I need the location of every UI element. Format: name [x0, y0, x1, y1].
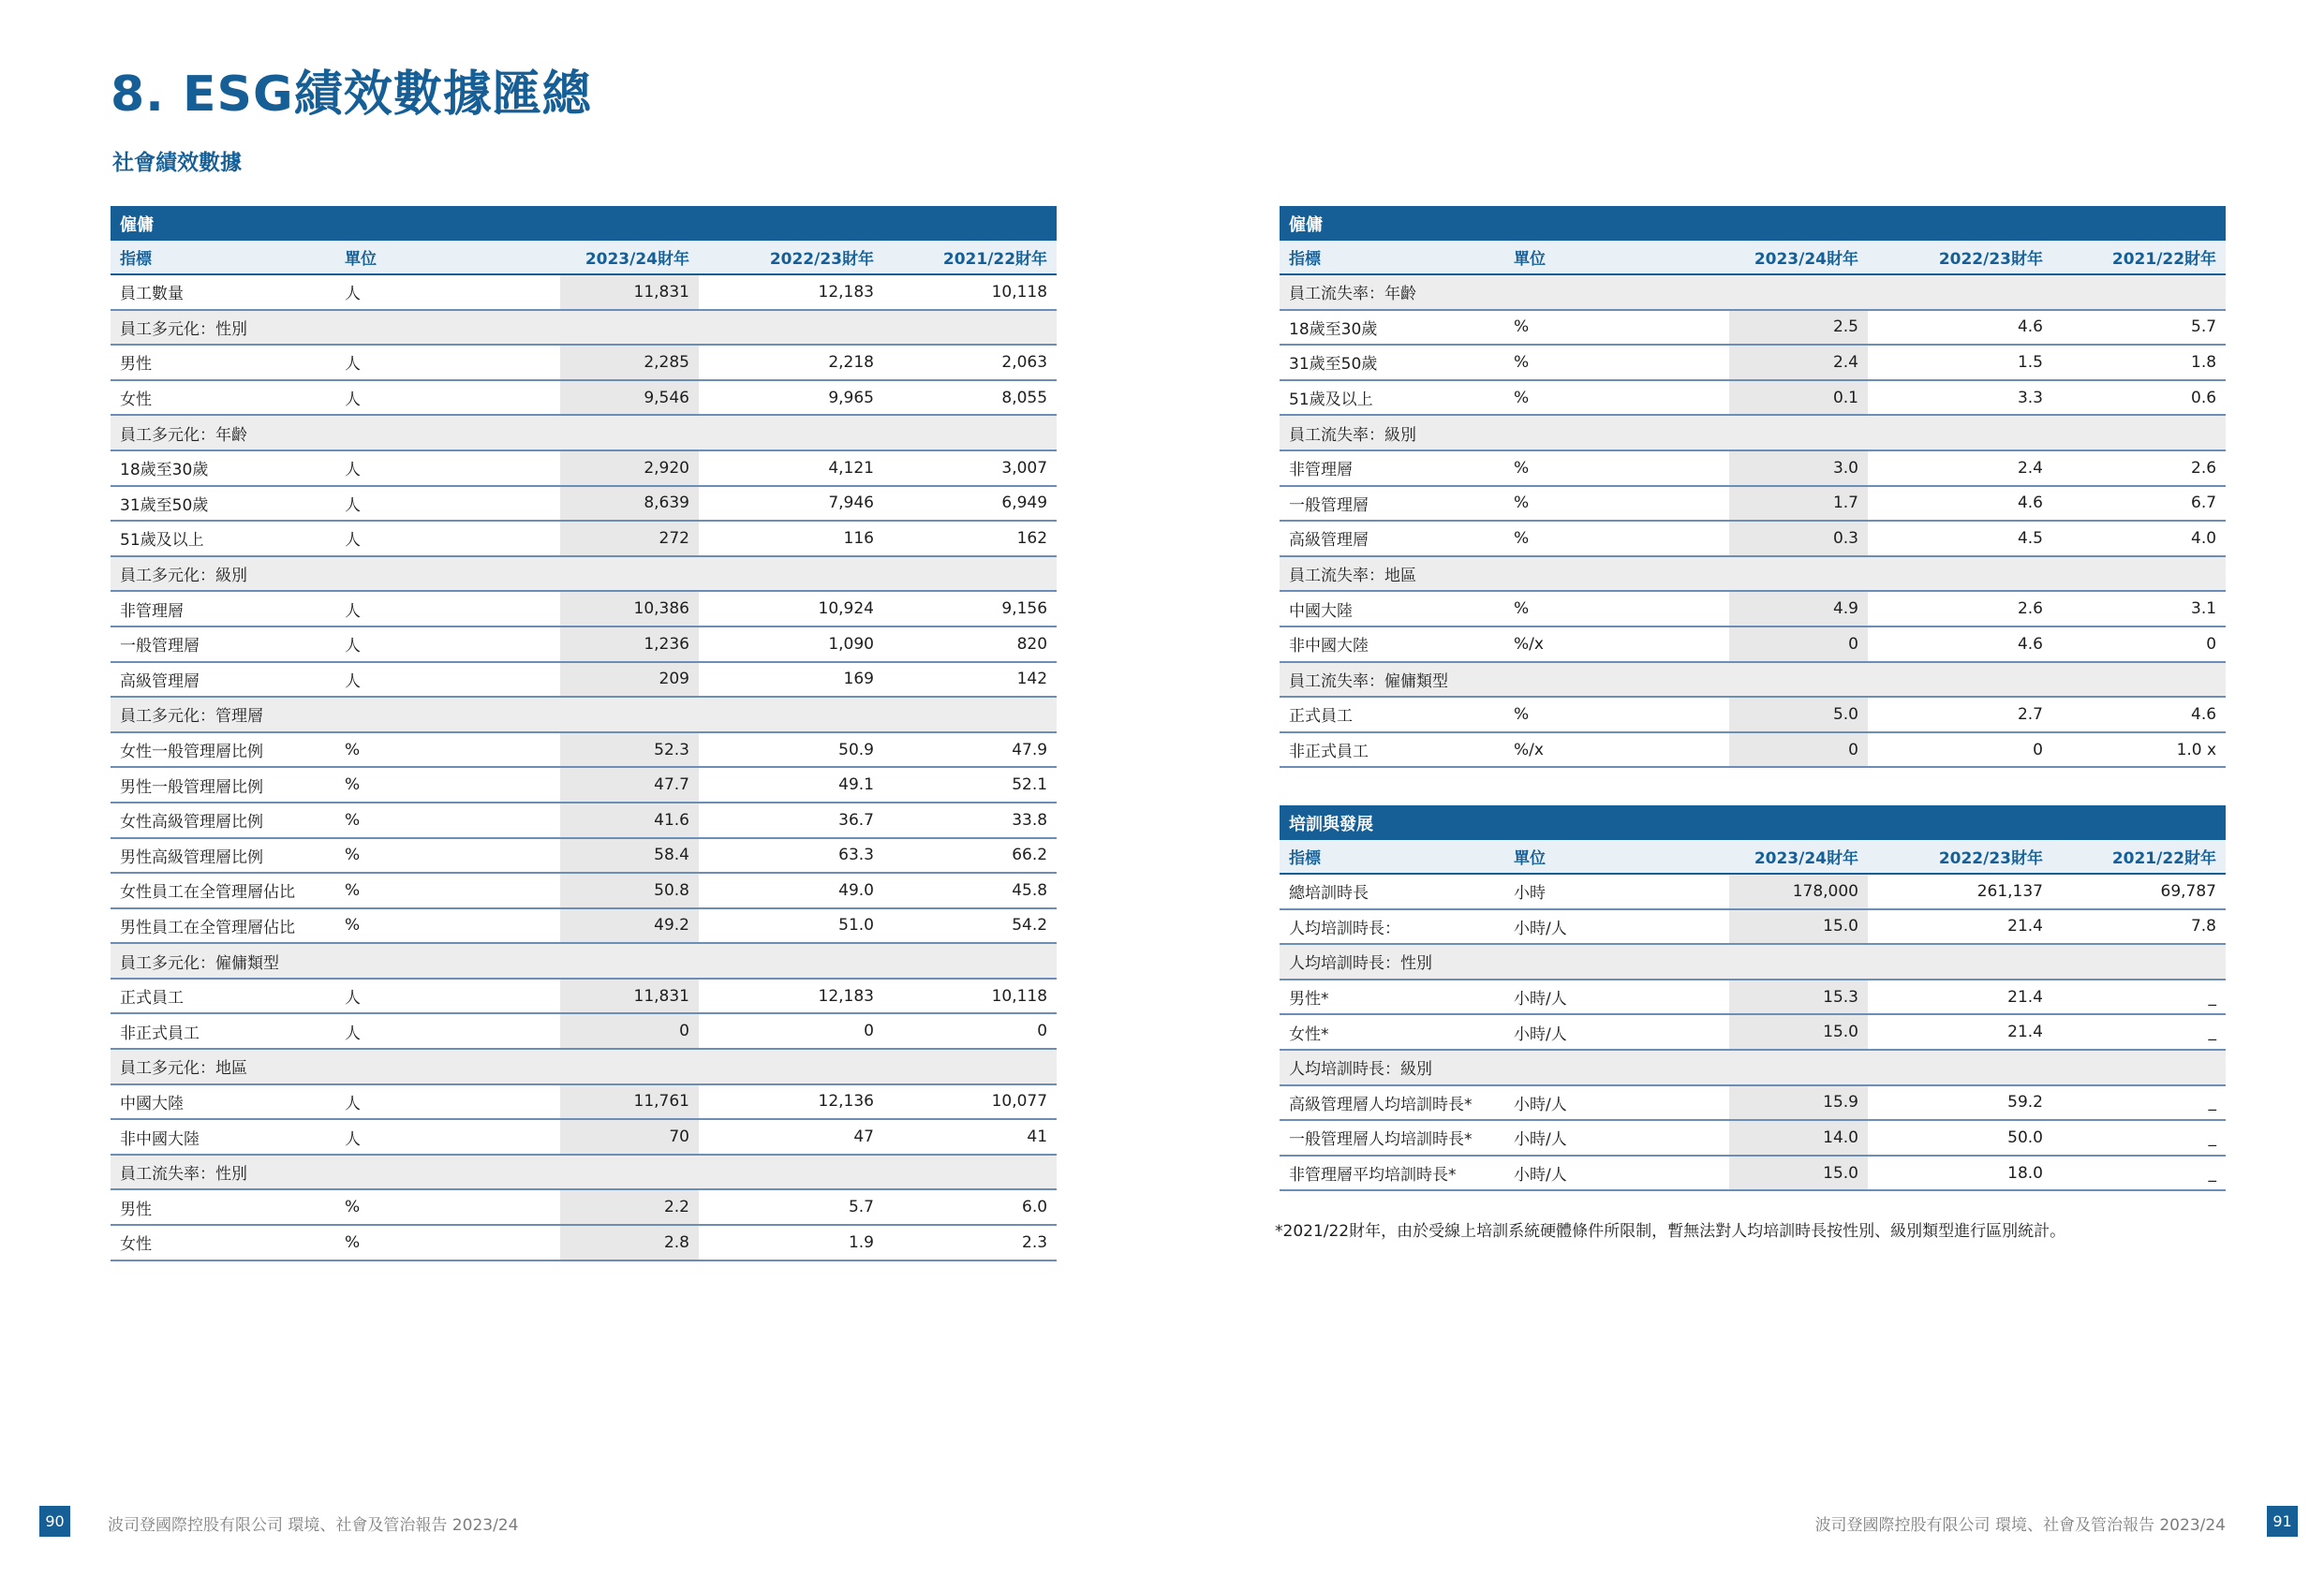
- row-label: 中國大陸: [1280, 591, 1504, 626]
- value-2023-24: 0.3: [1729, 521, 1868, 556]
- value-2021-22: 6,949: [883, 486, 1057, 522]
- subsection-label: 員工多元化：地區: [111, 1049, 1057, 1084]
- subsection-label: 員工流失率：地區: [1280, 556, 2226, 592]
- value-2021-22: 10,118: [883, 979, 1057, 1014]
- subsection-label: 員工流失率：級別: [1280, 415, 2226, 450]
- row-unit: 小時: [1504, 874, 1729, 909]
- subsection-label: 員工多元化：管理層: [111, 697, 1057, 732]
- table-row: [111, 521, 1057, 556]
- subsection-label: 員工流失率：僱傭類型: [1280, 662, 2226, 698]
- section-title: 僱傭: [111, 206, 1057, 241]
- value-2023-24: 178,000: [1729, 874, 1868, 909]
- value-2023-24: 1.7: [1729, 486, 1868, 522]
- table-row: [1280, 345, 2226, 380]
- value-2021-22: 6.7: [2052, 486, 2226, 522]
- header-2022-23: 2022/23財年: [1868, 241, 2052, 274]
- header-indicator: 指標: [111, 241, 335, 274]
- header-2021-22: 2021/22財年: [2052, 840, 2226, 874]
- row-unit: 人: [335, 486, 560, 522]
- header-unit: 單位: [335, 241, 560, 274]
- value-2023-24: 4.9: [1729, 591, 1868, 626]
- value-2021-22: 69,787: [2052, 874, 2226, 909]
- subsection-row: [111, 310, 1057, 346]
- row-unit: 小時/人: [1504, 1014, 1729, 1050]
- value-2021-22: _: [2052, 1120, 2226, 1156]
- subsection-label: 員工多元化：年齡: [111, 415, 1057, 450]
- table-row: [111, 979, 1057, 1014]
- value-2021-22: 3.1: [2052, 591, 2226, 626]
- value-2022-23: 261,137: [1868, 874, 2052, 909]
- row-label: 一般管理層: [111, 626, 335, 662]
- page-number-left: 90: [39, 1506, 70, 1537]
- row-label: 中國大陸: [111, 1084, 335, 1120]
- value-2023-24: 14.0: [1729, 1120, 1868, 1156]
- value-2023-24: 58.4: [560, 838, 699, 874]
- value-2022-23: 4.6: [1868, 626, 2052, 662]
- value-2023-24: 0: [560, 1013, 699, 1049]
- row-unit: 人: [335, 450, 560, 486]
- subsection-row: [1280, 274, 2226, 310]
- header-2022-23: 2022/23財年: [1868, 840, 2052, 874]
- row-unit: 小時/人: [1504, 1156, 1729, 1191]
- value-2022-23: 2.7: [1868, 697, 2052, 732]
- value-2023-24: 209: [560, 662, 699, 698]
- section-bar: [1280, 206, 2226, 241]
- header-2021-22: 2021/22財年: [2052, 241, 2226, 274]
- row-label: 非正式員工: [111, 1013, 335, 1049]
- row-unit: %: [335, 1189, 560, 1225]
- table-row: [1280, 1085, 2226, 1121]
- row-label: 女性員工在全管理層佔比: [111, 873, 335, 908]
- row-label: 人均培訓時長：: [1280, 909, 1504, 945]
- value-2023-24: 1,236: [560, 626, 699, 662]
- row-unit: 小時/人: [1504, 909, 1729, 945]
- table-row: [111, 274, 1057, 310]
- value-2022-23: 12,183: [699, 274, 883, 310]
- value-2022-23: 4.6: [1868, 310, 2052, 346]
- value-2021-22: 7.8: [2052, 909, 2226, 945]
- value-2023-24: 15.0: [1729, 1156, 1868, 1191]
- value-2022-23: 12,136: [699, 1084, 883, 1120]
- row-unit: 人: [335, 380, 560, 416]
- table-row: [111, 1013, 1057, 1049]
- value-2023-24: 11,831: [560, 979, 699, 1014]
- table-row: [111, 380, 1057, 416]
- row-label: 男性員工在全管理層佔比: [111, 908, 335, 944]
- table-row: [1280, 1014, 2226, 1050]
- row-label: 18歲至30歲: [1280, 310, 1504, 346]
- row-label: 非管理層: [111, 591, 335, 626]
- value-2023-24: 2.4: [1729, 345, 1868, 380]
- row-unit: %: [335, 908, 560, 944]
- value-2021-22: 162: [883, 521, 1057, 556]
- value-2021-22: _: [2052, 980, 2226, 1015]
- row-unit: %: [335, 873, 560, 908]
- header-2022-23: 2022/23財年: [699, 241, 883, 274]
- value-2022-23: 2,218: [699, 345, 883, 380]
- row-unit: %: [335, 838, 560, 874]
- value-2022-23: 36.7: [699, 803, 883, 838]
- subsection-row: [111, 1155, 1057, 1190]
- value-2021-22: 4.0: [2052, 521, 2226, 556]
- value-2022-23: 18.0: [1868, 1156, 2052, 1191]
- footer-report-name-left: 波司登國際控股有限公司 環境、社會及管治報告 2023/24: [108, 1516, 519, 1535]
- value-2022-23: 1.9: [699, 1225, 883, 1260]
- row-unit: %: [1504, 310, 1729, 346]
- value-2022-23: 21.4: [1868, 1014, 2052, 1050]
- table-row: [1280, 591, 2226, 626]
- row-label: 一般管理層: [1280, 486, 1504, 522]
- table-row: [1280, 909, 2226, 945]
- row-unit: %: [1504, 450, 1729, 486]
- value-2021-22: 2.3: [883, 1225, 1057, 1260]
- value-2022-23: 4.5: [1868, 521, 2052, 556]
- row-label: 男性高級管理層比例: [111, 838, 335, 874]
- table-row: [1280, 486, 2226, 522]
- value-2022-23: 1,090: [699, 626, 883, 662]
- value-2021-22: 33.8: [883, 803, 1057, 838]
- table-row: [1280, 732, 2226, 768]
- value-2022-23: 4.6: [1868, 486, 2052, 522]
- value-2021-22: 0: [2052, 626, 2226, 662]
- header-2023-24: 2023/24財年: [1729, 241, 1868, 274]
- row-label: 非管理層: [1280, 450, 1504, 486]
- row-unit: %: [335, 1225, 560, 1260]
- section-bar: [1280, 805, 2226, 840]
- row-label: 高級管理層人均培訓時長*: [1280, 1085, 1504, 1121]
- training-footnote: *2021/22財年，由於受線上培訓系統硬體條件所限制，暫無法對人均培訓時長按性別、級別類型進行區別統計。: [1275, 1222, 2066, 1241]
- value-2022-23: 7,946: [699, 486, 883, 522]
- footer-report-name-right: 波司登國際控股有限公司 環境、社會及管治報告 2023/24: [1814, 1516, 2226, 1535]
- row-unit: 人: [335, 1119, 560, 1155]
- row-unit: 人: [335, 1084, 560, 1120]
- value-2022-23: 1.5: [1868, 345, 2052, 380]
- value-2021-22: _: [2052, 1156, 2226, 1191]
- value-2021-22: 0: [883, 1013, 1057, 1049]
- column-header-row: [1280, 241, 2226, 274]
- table-row: [1280, 1120, 2226, 1156]
- value-2021-22: 4.6: [2052, 697, 2226, 732]
- value-2021-22: 10,077: [883, 1084, 1057, 1120]
- row-label: 非管理層平均培訓時長*: [1280, 1156, 1504, 1191]
- subsection-row: [111, 415, 1057, 450]
- table-row: [111, 838, 1057, 874]
- row-label: 女性高級管理層比例: [111, 803, 335, 838]
- row-unit: 人: [335, 345, 560, 380]
- table-row: [111, 908, 1057, 944]
- value-2022-23: 3.3: [1868, 380, 2052, 416]
- value-2022-23: 12,183: [699, 979, 883, 1014]
- value-2022-23: 116: [699, 521, 883, 556]
- row-unit: %: [1504, 521, 1729, 556]
- row-label: 31歲至50歲: [111, 486, 335, 522]
- value-2022-23: 21.4: [1868, 909, 2052, 945]
- table-row: [111, 591, 1057, 626]
- subsection-row: [1280, 662, 2226, 698]
- value-2023-24: 15.0: [1729, 1014, 1868, 1050]
- row-label: 男性一般管理層比例: [111, 767, 335, 803]
- table-row: [111, 662, 1057, 698]
- table-row: [111, 626, 1057, 662]
- value-2022-23: 63.3: [699, 838, 883, 874]
- value-2021-22: 47.9: [883, 732, 1057, 768]
- subsection-row: [1280, 944, 2226, 980]
- employment-table-left: [111, 206, 1057, 1261]
- subsection-row: [1280, 1050, 2226, 1085]
- row-unit: 人: [335, 1013, 560, 1049]
- value-2021-22: _: [2052, 1085, 2226, 1121]
- table-row: [1280, 310, 2226, 346]
- subsection-row: [111, 1049, 1057, 1084]
- value-2023-24: 5.0: [1729, 697, 1868, 732]
- value-2023-24: 0: [1729, 626, 1868, 662]
- row-unit: 人: [335, 521, 560, 556]
- row-unit: 小時/人: [1504, 1085, 1729, 1121]
- value-2023-24: 70: [560, 1119, 699, 1155]
- value-2023-24: 15.0: [1729, 909, 1868, 945]
- header-2023-24: 2023/24財年: [1729, 840, 1868, 874]
- row-label: 非中國大陸: [1280, 626, 1504, 662]
- table-row: [1280, 697, 2226, 732]
- row-label: 高級管理層: [1280, 521, 1504, 556]
- header-unit: 單位: [1504, 241, 1729, 274]
- value-2023-24: 15.9: [1729, 1085, 1868, 1121]
- column-header-row: [111, 241, 1057, 274]
- value-2021-22: 6.0: [883, 1189, 1057, 1225]
- table-row: [111, 1189, 1057, 1225]
- row-unit: 人: [335, 662, 560, 698]
- value-2023-24: 11,761: [560, 1084, 699, 1120]
- subsection-row: [111, 697, 1057, 732]
- value-2022-23: 10,924: [699, 591, 883, 626]
- value-2023-24: 47.7: [560, 767, 699, 803]
- row-label: 男性*: [1280, 980, 1504, 1015]
- table-row: [111, 1084, 1057, 1120]
- value-2022-23: 9,965: [699, 380, 883, 416]
- value-2023-24: 15.3: [1729, 980, 1868, 1015]
- subsection-label: 員工多元化：僱傭類型: [111, 943, 1057, 979]
- row-label: 一般管理層人均培訓時長*: [1280, 1120, 1504, 1156]
- value-2023-24: 8,639: [560, 486, 699, 522]
- header-2021-22: 2021/22財年: [883, 241, 1057, 274]
- subsection-label: 人均培訓時長：級別: [1280, 1050, 2226, 1085]
- value-2022-23: 47: [699, 1119, 883, 1155]
- table-row: [111, 1119, 1057, 1155]
- value-2023-24: 0.1: [1729, 380, 1868, 416]
- table-row: [111, 803, 1057, 838]
- value-2023-24: 11,831: [560, 274, 699, 310]
- row-unit: %: [1504, 380, 1729, 416]
- header-2023-24: 2023/24財年: [560, 241, 699, 274]
- row-unit: 人: [335, 591, 560, 626]
- value-2021-22: 41: [883, 1119, 1057, 1155]
- header-unit: 單位: [1504, 840, 1729, 874]
- row-unit: 小時/人: [1504, 1120, 1729, 1156]
- section-title: 社會績效數據: [112, 151, 242, 175]
- row-label: 正式員工: [1280, 697, 1504, 732]
- row-label: 非中國大陸: [111, 1119, 335, 1155]
- value-2021-22: 1.8: [2052, 345, 2226, 380]
- value-2021-22: 1.0 x: [2052, 732, 2226, 768]
- subsection-row: [1280, 556, 2226, 592]
- row-label: 非正式員工: [1280, 732, 1504, 768]
- table-row: [111, 345, 1057, 380]
- table-row: [1280, 450, 2226, 486]
- column-header-row: [1280, 840, 2226, 874]
- value-2022-23: 169: [699, 662, 883, 698]
- value-2022-23: 4,121: [699, 450, 883, 486]
- row-unit: 人: [335, 274, 560, 310]
- value-2021-22: 0.6: [2052, 380, 2226, 416]
- section-title: 僱傭: [1280, 206, 2226, 241]
- row-unit: %: [1504, 345, 1729, 380]
- table-row: [1280, 380, 2226, 416]
- table-row: [1280, 1156, 2226, 1191]
- value-2023-24: 41.6: [560, 803, 699, 838]
- value-2023-24: 2,285: [560, 345, 699, 380]
- row-unit: 人: [335, 979, 560, 1014]
- value-2023-24: 52.3: [560, 732, 699, 768]
- subsection-label: 人均培訓時長：性別: [1280, 944, 2226, 980]
- row-label: 女性: [111, 380, 335, 416]
- value-2021-22: 820: [883, 626, 1057, 662]
- row-label: 員工數量: [111, 274, 335, 310]
- value-2021-22: 142: [883, 662, 1057, 698]
- subsection-label: 員工流失率：性別: [111, 1155, 1057, 1190]
- value-2021-22: 54.2: [883, 908, 1057, 944]
- section-bar: [111, 206, 1057, 241]
- row-unit: %: [335, 732, 560, 768]
- value-2023-24: 2.2: [560, 1189, 699, 1225]
- value-2023-24: 9,546: [560, 380, 699, 416]
- section-title: 培訓與發展: [1280, 805, 2226, 840]
- value-2022-23: 59.2: [1868, 1085, 2052, 1121]
- subsection-label: 員工多元化：級別: [111, 556, 1057, 592]
- value-2022-23: 50.0: [1868, 1120, 2052, 1156]
- value-2023-24: 2.8: [560, 1225, 699, 1260]
- table-row: [111, 450, 1057, 486]
- subsection-row: [111, 943, 1057, 979]
- table-row: [111, 767, 1057, 803]
- value-2022-23: 49.1: [699, 767, 883, 803]
- row-label: 31歲至50歲: [1280, 345, 1504, 380]
- value-2021-22: 66.2: [883, 838, 1057, 874]
- value-2022-23: 21.4: [1868, 980, 2052, 1015]
- row-label: 51歲及以上: [1280, 380, 1504, 416]
- value-2023-24: 272: [560, 521, 699, 556]
- row-unit: %/x: [1504, 626, 1729, 662]
- table-row: [1280, 874, 2226, 909]
- value-2021-22: 45.8: [883, 873, 1057, 908]
- row-label: 女性*: [1280, 1014, 1504, 1050]
- value-2023-24: 3.0: [1729, 450, 1868, 486]
- page-title: 8. ESG績效數據匯總: [111, 66, 592, 123]
- value-2023-24: 2.5: [1729, 310, 1868, 346]
- subsection-row: [1280, 415, 2226, 450]
- row-unit: %: [335, 803, 560, 838]
- table-row: [1280, 626, 2226, 662]
- table-row: [1280, 521, 2226, 556]
- row-unit: %: [1504, 591, 1729, 626]
- value-2023-24: 0: [1729, 732, 1868, 768]
- row-unit: 人: [335, 626, 560, 662]
- header-indicator: 指標: [1280, 241, 1504, 274]
- row-label: 總培訓時長: [1280, 874, 1504, 909]
- header-indicator: 指標: [1280, 840, 1504, 874]
- value-2023-24: 10,386: [560, 591, 699, 626]
- value-2022-23: 51.0: [699, 908, 883, 944]
- value-2021-22: 2,063: [883, 345, 1057, 380]
- value-2023-24: 50.8: [560, 873, 699, 908]
- value-2023-24: 2,920: [560, 450, 699, 486]
- row-label: 正式員工: [111, 979, 335, 1014]
- value-2021-22: 9,156: [883, 591, 1057, 626]
- row-unit: %: [1504, 697, 1729, 732]
- training-table: [1280, 805, 2226, 1191]
- row-label: 51歲及以上: [111, 521, 335, 556]
- table-row: [111, 486, 1057, 522]
- value-2022-23: 0: [1868, 732, 2052, 768]
- row-label: 18歲至30歲: [111, 450, 335, 486]
- value-2023-24: 49.2: [560, 908, 699, 944]
- value-2021-22: 10,118: [883, 274, 1057, 310]
- value-2022-23: 5.7: [699, 1189, 883, 1225]
- subsection-label: 員工多元化：性別: [111, 310, 1057, 346]
- page-number-right: 91: [2267, 1506, 2298, 1537]
- table-row: [1280, 980, 2226, 1015]
- table-row: [111, 732, 1057, 768]
- value-2022-23: 2.6: [1868, 591, 2052, 626]
- value-2021-22: 52.1: [883, 767, 1057, 803]
- subsection-label: 員工流失率：年齡: [1280, 274, 2226, 310]
- value-2021-22: 2.6: [2052, 450, 2226, 486]
- row-unit: %/x: [1504, 732, 1729, 768]
- row-label: 男性: [111, 345, 335, 380]
- value-2021-22: 8,055: [883, 380, 1057, 416]
- value-2022-23: 50.9: [699, 732, 883, 768]
- employment-table-right: [1280, 206, 2226, 768]
- table-row: [111, 1225, 1057, 1260]
- value-2022-23: 0: [699, 1013, 883, 1049]
- subsection-row: [111, 556, 1057, 592]
- value-2021-22: 3,007: [883, 450, 1057, 486]
- row-label: 女性: [111, 1225, 335, 1260]
- value-2021-22: 5.7: [2052, 310, 2226, 346]
- value-2021-22: _: [2052, 1014, 2226, 1050]
- row-unit: %: [335, 767, 560, 803]
- row-unit: %: [1504, 486, 1729, 522]
- row-label: 高級管理層: [111, 662, 335, 698]
- value-2022-23: 2.4: [1868, 450, 2052, 486]
- value-2022-23: 49.0: [699, 873, 883, 908]
- row-label: 女性一般管理層比例: [111, 732, 335, 768]
- row-unit: 小時/人: [1504, 980, 1729, 1015]
- row-label: 男性: [111, 1189, 335, 1225]
- table-row: [111, 873, 1057, 908]
